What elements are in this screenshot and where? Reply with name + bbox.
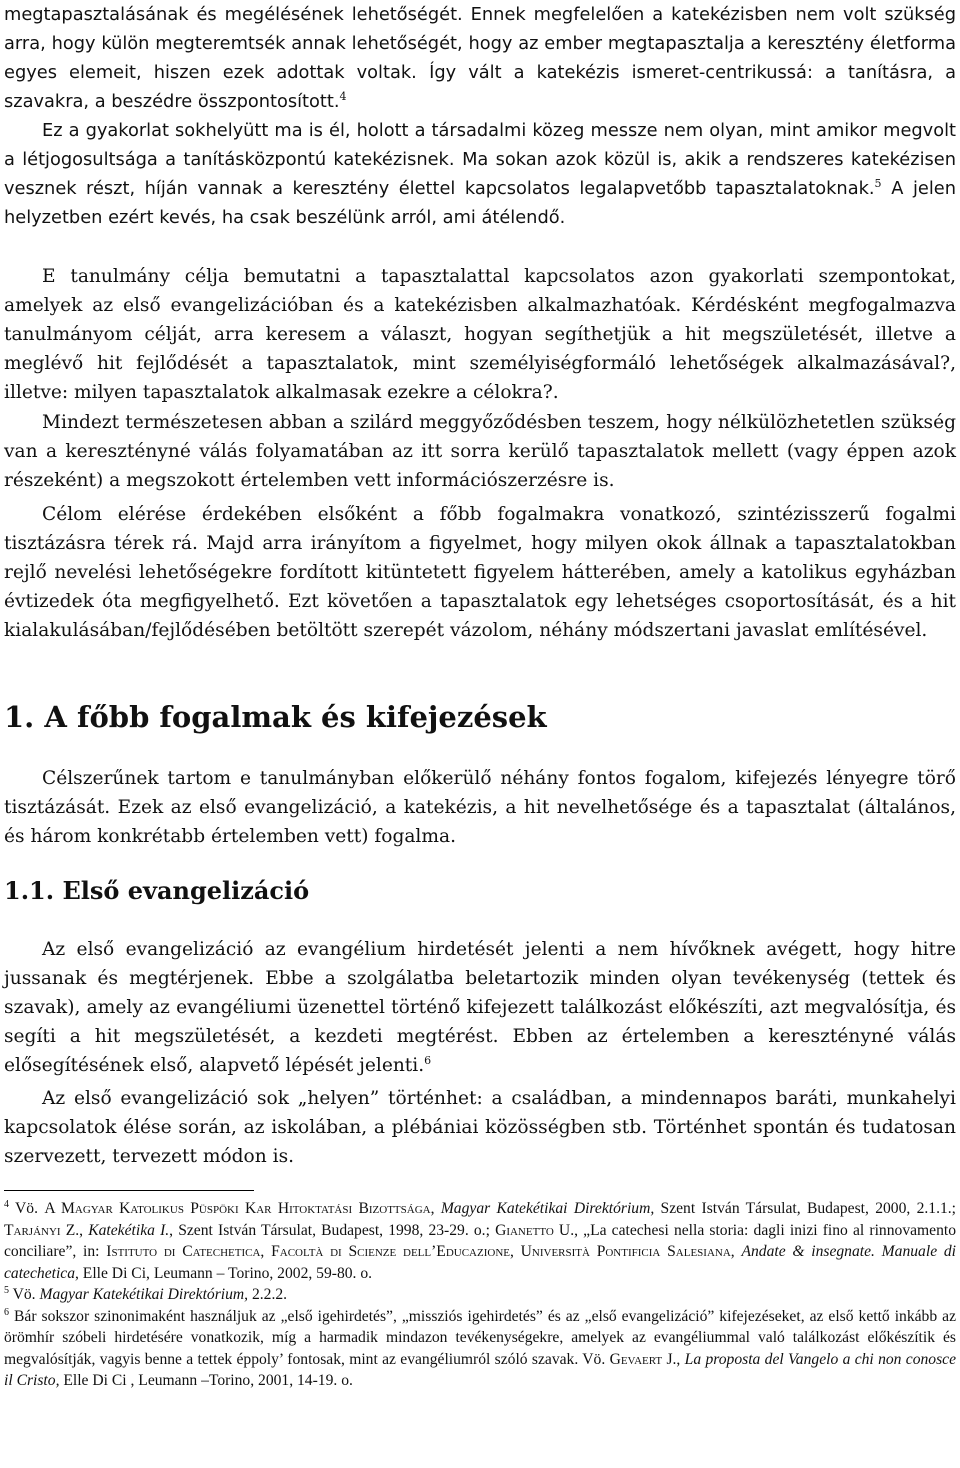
footnote-5-number: 5 [4,1285,9,1296]
paragraph-6 [4,935,956,1080]
paragraph-2 [4,262,956,407]
paragraph-4 [4,500,956,645]
section-heading-1-1 [4,876,956,905]
footnotes [4,1198,956,1392]
paragraph-6-text: Az első evangelizáció az evangélium hirdetését jelenti a nem hívőknek avégett, hogy hitre jussanak és megtérjenek. Ebbe a szolgálatba beletartozik minden olyan tevékenység (tettek és szavak), amely az evangéliumi üzenettel történő kifejezett találkozást előkészíti, azt megvalósítja, és segíti a hit megszületését, a kezdeti megtérést. Ebben az értelemben a keresztényné válás elősegítésének első, alapvető lépését jelenti. [4,939,956,1076]
footnote-6-number: 6 [4,1306,9,1318]
paragraph-1-text-2: Ma sokan azok közül is, akik a rendszeres katekézisen vesznek részt, híján vannak a keresztény élettel kapcsolatos legalapvetőbb tapasztalatoknak. [4,149,956,199]
footnote-4-number: 4 [4,1199,9,1210]
paragraph-0-text-2: Így vált a katekézis ismeret-centrikussá: a tanításra, a szavakra, a beszédre összpontosított. [4,62,956,112]
footnote-ref-6[interactable]: 6 [424,1054,432,1067]
paragraph-3-text: Mindezt természetesen abban a szilárd meggyőződésben teszem, hogy nélkülözhetetlen szükség van a keresztényné válás folyamatában az itt sorra kerülő tapasztalatok mellett (vagy éppen azok részeként) a megszokott értelemben vett információszerzésre is. [4,412,956,491]
paragraph-1-text-3: A jelen helyzetben ezért kevés, ha csak beszélünk arról, ami átélendő. [4,178,956,228]
footnote-separator [4,1190,956,1191]
paragraph-5 [4,764,956,851]
footnote-ref-5[interactable]: 5 [874,177,882,190]
paragraph-3 [4,408,956,495]
paragraph-5-text: Célszerűnek tartom e tanulmányban előkerülő néhány fontos fogalom, kifejezés lényegre törő tisztázását. Ezek az első evangelizáció, a katekézis, a hit nevelhetősége és a tapasztalat (általános, és három konkrétabb értelemben vett) fogalma. [4,768,956,847]
paragraph-1-text: Ez a gyakorlat sokhelyütt ma is él, holott a társadalmi közeg messze nem olyan, mint amikor megvolt a létjogosultsága a tanításközpontú katekézisnek. [4,120,956,170]
paragraph-7 [4,1084,956,1171]
footnote-6: $^6$ Bár sokszor szinonimaként használjuk az „első igehirdetés”, „missziós igehirdetés” és az „első evangelizáció” kifejezéseket, az első kettő inkább az örömhír szóbeli hirdetésére vonatkozik, míg a harmadik mindazon tevékenységekre, amelyek az evangéliummal való találkozást előkészítik és megvalósítják, vagyis benne a tettek éppoly’ fontosak, mint az evangéliumról szóló szavak. Vö. Gevaert J., La proposta del Vangelo a chi non conosce il Cristo, Elle Di Ci , Leumann –Torino, 2001, 14-19. o. [4,1306,957,1389]
section-heading-1 [4,700,956,734]
paragraph-1 [4,116,956,232]
footnote-5: $^5$ Vö. Magyar Katekétikai Direktórium, 2.2.2. [4,1285,288,1303]
heading-1: 1. A főbb fogalmak és kifejezések [4,700,547,734]
paragraph-0 [4,0,956,116]
footnote-4: $^4$ Vö. A Magyar Katolikus Püspöki Kar Hitoktatási Bizottsága, Magyar Katekétikai Direktórium, Szent István Társulat, Budapest, 2000, 2.1.1.; Tarjányi Z., Katekétika I., Szent István Társulat, Budapest, 1998, 23-29. o.; Gianetto U., „La catechesi nella storia: dagli inizi fino al rinnovamento conciliare”, in: Istituto di Catechetica, Facoltà di Scienze dell’Educazione, Università Pontificia Salesiana, Andate & insegnate. Manuale di catechetica, Elle Di Ci, Leumann – Torino, 2002, 59-80. o. [4,1199,957,1282]
footnote-rule [4,1190,254,1191]
paragraph-7-text: Az első evangelizáció sok „helyen” történhet: a családban, a mindennapos baráti, munkahelyi kapcsolatok élése során, az iskolában, a plébániai közösségben stb. Történhet spontán és tudatosan szervezett, tervezett módon is. [4,1088,956,1167]
paragraph-4-text: Célom elérése érdekében elsőként a főbb fogalmakra vonatkozó, szintézisszerű fogalmi tisztázásra térek rá. Majd arra irányítom a figyelmet, hogy milyen okok állnak a tapasztalatokban rejlő nevelési lehetőségekre fordított kitüntetett figyelem hátterében, amely a katolikus egyházban évtizedek óta megfigyelhető. Ezt követően a tapasztalatok egy lehetséges csoportosítását, és a hit kialakulásában/fejlődésében betöltött szerepét vázolom, néhány módszertani javaslat említésével. [4,504,956,641]
heading-1-1: 1.1. Első evangelizáció [4,876,310,905]
paragraph-0-text: megtapasztalásának és megélésének lehetőségét. Ennek megfelelően a katekézisben nem volt szükség arra, hogy külön megteremtsék annak lehetőségét, hogy az ember megtapasztalja a keresztény életforma egyes elemeit, hiszen ezek adottak voltak. [4,4,956,83]
footnote-ref-4[interactable]: 4 [339,90,347,103]
paragraph-2-text: E tanulmány célja bemutatni a tapasztalattal kapcsolatos azon gyakorlati szempontokat, amelyek az első evangelizációban és a katekézisben alkalmazhatóak. Kérdésként megfogalmazva tanulmányom célját, arra keresem a választ, hogyan segíthetjük a hit megszületését, illetve a meglévő hit fejlődését a tapasztalatok, mint személyiségformáló lehetőségek alkalmazásával?, illetve: milyen tapasztalatok alkalmasak ezekre a célokra?. [4,266,956,403]
